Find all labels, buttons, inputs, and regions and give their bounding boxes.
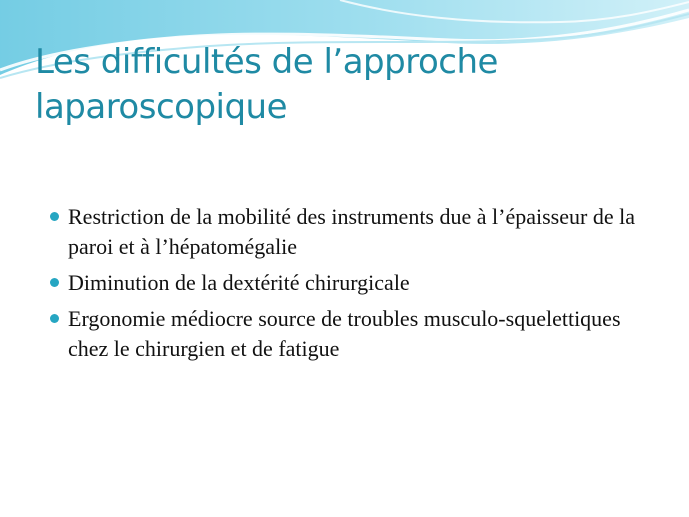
bullet-item (48, 304, 658, 364)
bullet-item (48, 268, 658, 298)
bullet-text: Diminution de la dextérité chirurgicale (68, 270, 410, 295)
bullet-item (48, 202, 658, 262)
bullet-dot-icon (50, 212, 59, 221)
slide-title: Les difficultés de l’approche laparoscopique (35, 42, 498, 127)
bullet-text: Restriction de la mobilité des instruments due à l’épaisseur de la paroi et à l’hépatomégalie (68, 204, 635, 259)
bullet-list (48, 202, 658, 370)
bullet-text: Ergonomie médiocre source de troubles musculo-squelettiques chez le chirurgien et de fatigue (68, 306, 621, 361)
bullet-dot-icon (50, 278, 59, 287)
bullet-dot-icon (50, 314, 59, 323)
